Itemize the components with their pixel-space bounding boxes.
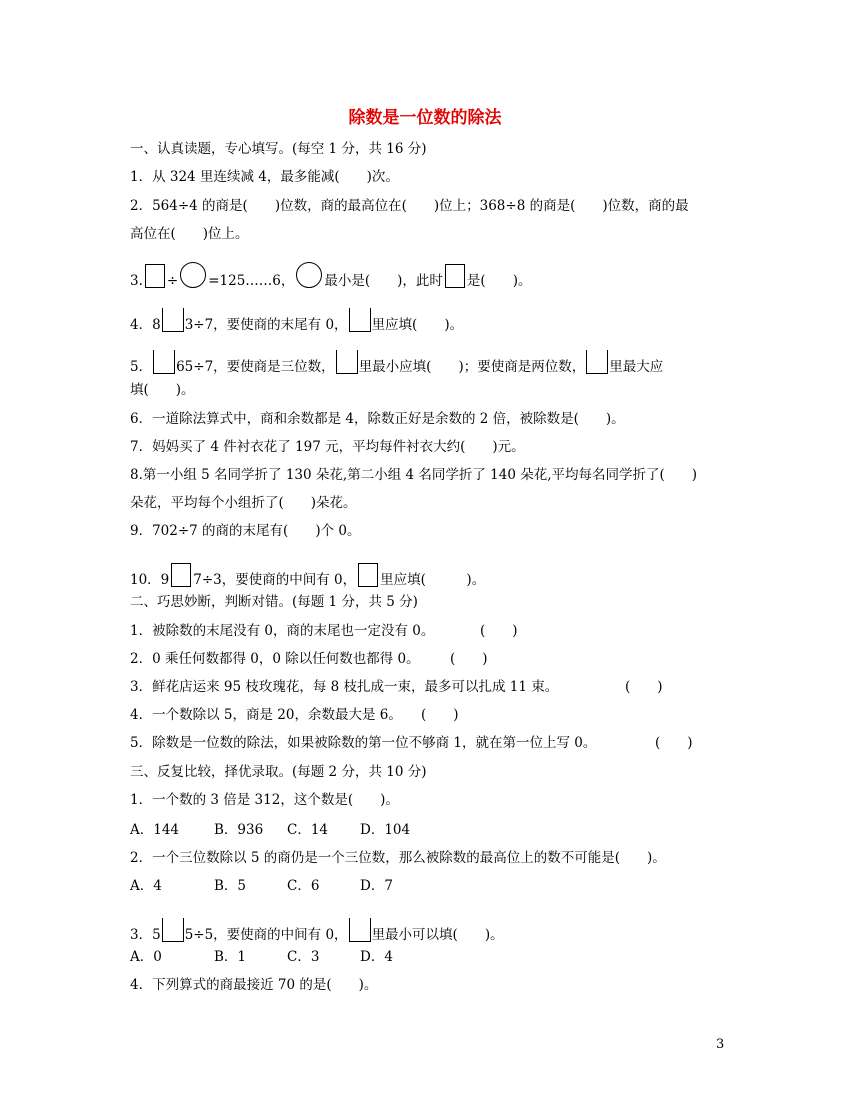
option-d: D．104 [360, 822, 411, 838]
judgement-blank: ( ) [421, 707, 459, 723]
q3-result: =125……6， [208, 273, 295, 289]
option-d: D．4 [360, 949, 393, 965]
q10-middle: 7÷3，要使商的中间有 0， [193, 572, 357, 588]
divisor-circle [180, 262, 206, 288]
s2-item [130, 649, 728, 669]
page-title: 除数是一位数的除法 [348, 108, 502, 128]
q3-number: 3. [130, 273, 143, 289]
option-c: C．14 [287, 822, 329, 838]
judgement-blank: ( ) [655, 735, 693, 751]
q5-part-c: 里最小应填( )；要使商是两位数， [358, 359, 586, 375]
s2-item-text: 1．被除数的末尾没有 0，商的末尾也一定没有 0。 [130, 623, 435, 639]
q10-end: 里应填( )。 [380, 572, 486, 588]
q3-start: 3．5 [130, 927, 161, 943]
s2-item-text: 2．0 乘任何数都得 0，0 除以任何数也都得 0。 [130, 651, 420, 667]
s2-item [130, 705, 728, 725]
section1-heading: 一、认真读题，专心填写。(每空 1 分，共 16 分) [130, 141, 427, 157]
s1-q8-line2: 朵花，平均每个小组折了( )朵花。 [130, 495, 357, 511]
blank-box-2 [358, 563, 378, 587]
q5-part-b: 65÷7，要使商是三位数， [176, 359, 335, 375]
q3-middle: 5÷5，要使商的中间有 0， [184, 927, 348, 943]
s1-q2-line2: 高位在( )位上。 [130, 226, 249, 242]
option-b: B．1 [214, 949, 247, 965]
judgement-blank: ( ) [450, 651, 488, 667]
s3-q2: 2．一个三位数除以 5 的商仍是一个三位数，那么被除数的最高位上的数不可能是( )。 [130, 850, 666, 866]
blank-box [162, 308, 184, 332]
s2-item-text: 4．一个数除以 5，商是 20，余数最大是 6。 [130, 707, 402, 723]
q3-end: 里最小可以填( )。 [371, 927, 504, 943]
s1-q10 [130, 563, 728, 590]
option-d: D．7 [360, 878, 393, 894]
q3-divide-sign: ÷ [166, 273, 179, 289]
option-a: A．4 [130, 878, 162, 894]
s1-q2-line1: 2．564÷4 的商是( )位数，商的最高位在( )位上；368÷8 的商是( )位数，商的最 [130, 198, 689, 214]
option-a: A．144 [130, 822, 180, 838]
judgement-blank: ( ) [625, 679, 663, 695]
blank-box-2 [349, 308, 371, 332]
dividend-box [145, 264, 165, 288]
s1-q5 [130, 350, 728, 377]
q5-part-d: 里最大应 [609, 359, 664, 375]
q3-text: 最小是( )，此时 [324, 273, 443, 289]
blank-box-2 [349, 918, 371, 942]
s2-item [130, 733, 728, 753]
s1-q7: 7．妈妈买了 4 件衬衣花了 197 元，平均每件衬衣大约( )元。 [130, 439, 525, 455]
option-b: B．936 [214, 822, 264, 838]
q4-middle: 3÷7，要使商的末尾有 0， [184, 317, 348, 333]
section3-heading: 三、反复比较，择优录取。(每题 2 分，共 10 分) [130, 764, 427, 780]
q4-start: 4．8 [130, 317, 161, 333]
s1-q5-line2: 填( )。 [130, 382, 195, 398]
judgement-blank: ( ) [480, 623, 518, 639]
s1-q4 [130, 308, 728, 335]
q3-end: 是( )。 [466, 273, 532, 289]
s3-q4: 4．下列算式的商最接近 70 的是( )。 [130, 977, 378, 993]
dividend-box-2 [445, 264, 465, 288]
option-c: C．6 [287, 878, 320, 894]
option-b: B．5 [214, 878, 247, 894]
q4-end: 里应填( )。 [371, 317, 464, 333]
s3-q3 [130, 918, 728, 945]
q5-start: 5． [130, 359, 153, 375]
page-number: 3 [716, 1037, 725, 1052]
s3-q1: 1．一个数的 3 倍是 312，这个数是( )。 [130, 792, 399, 808]
q10-start: 10．9 [130, 572, 170, 588]
s1-q8-line1: 8.第一小组 5 名同学折了 130 朵花,第二小组 4 名同学折了 140 朵花,平均每名同学折了( ) [130, 467, 698, 483]
s2-item [130, 621, 728, 641]
blank-box-2 [336, 350, 358, 374]
blank-box [153, 350, 175, 374]
blank-box [171, 563, 191, 587]
s1-q9: 9．702÷7 的商的末尾有( )个 0。 [130, 523, 361, 539]
s1-q1: 1．从 324 里连续减 4，最多能减( )次。 [130, 169, 399, 185]
s2-item [130, 677, 728, 697]
option-a: A．0 [130, 949, 162, 965]
s1-q3 [130, 262, 728, 291]
section2-heading: 二、巧思妙断，判断对错。(每题 1 分，共 5 分) [130, 594, 418, 610]
option-c: C．3 [287, 949, 320, 965]
blank-box-3 [586, 350, 608, 374]
blank-box [162, 918, 184, 942]
s1-q6: 6．一道除法算式中，商和余数都是 4，除数正好是余数的 2 倍，被除数是( )。 [130, 411, 625, 427]
divisor-circle-2 [296, 262, 322, 288]
s2-item-text: 3．鲜花店运来 95 枝玫瑰花，每 8 枝扎成一束，最多可以扎成 11 束。 [130, 679, 559, 695]
s2-item-text: 5．除数是一位数的除法，如果被除数的第一位不够商 1，就在第一位上写 0。 [130, 735, 597, 751]
